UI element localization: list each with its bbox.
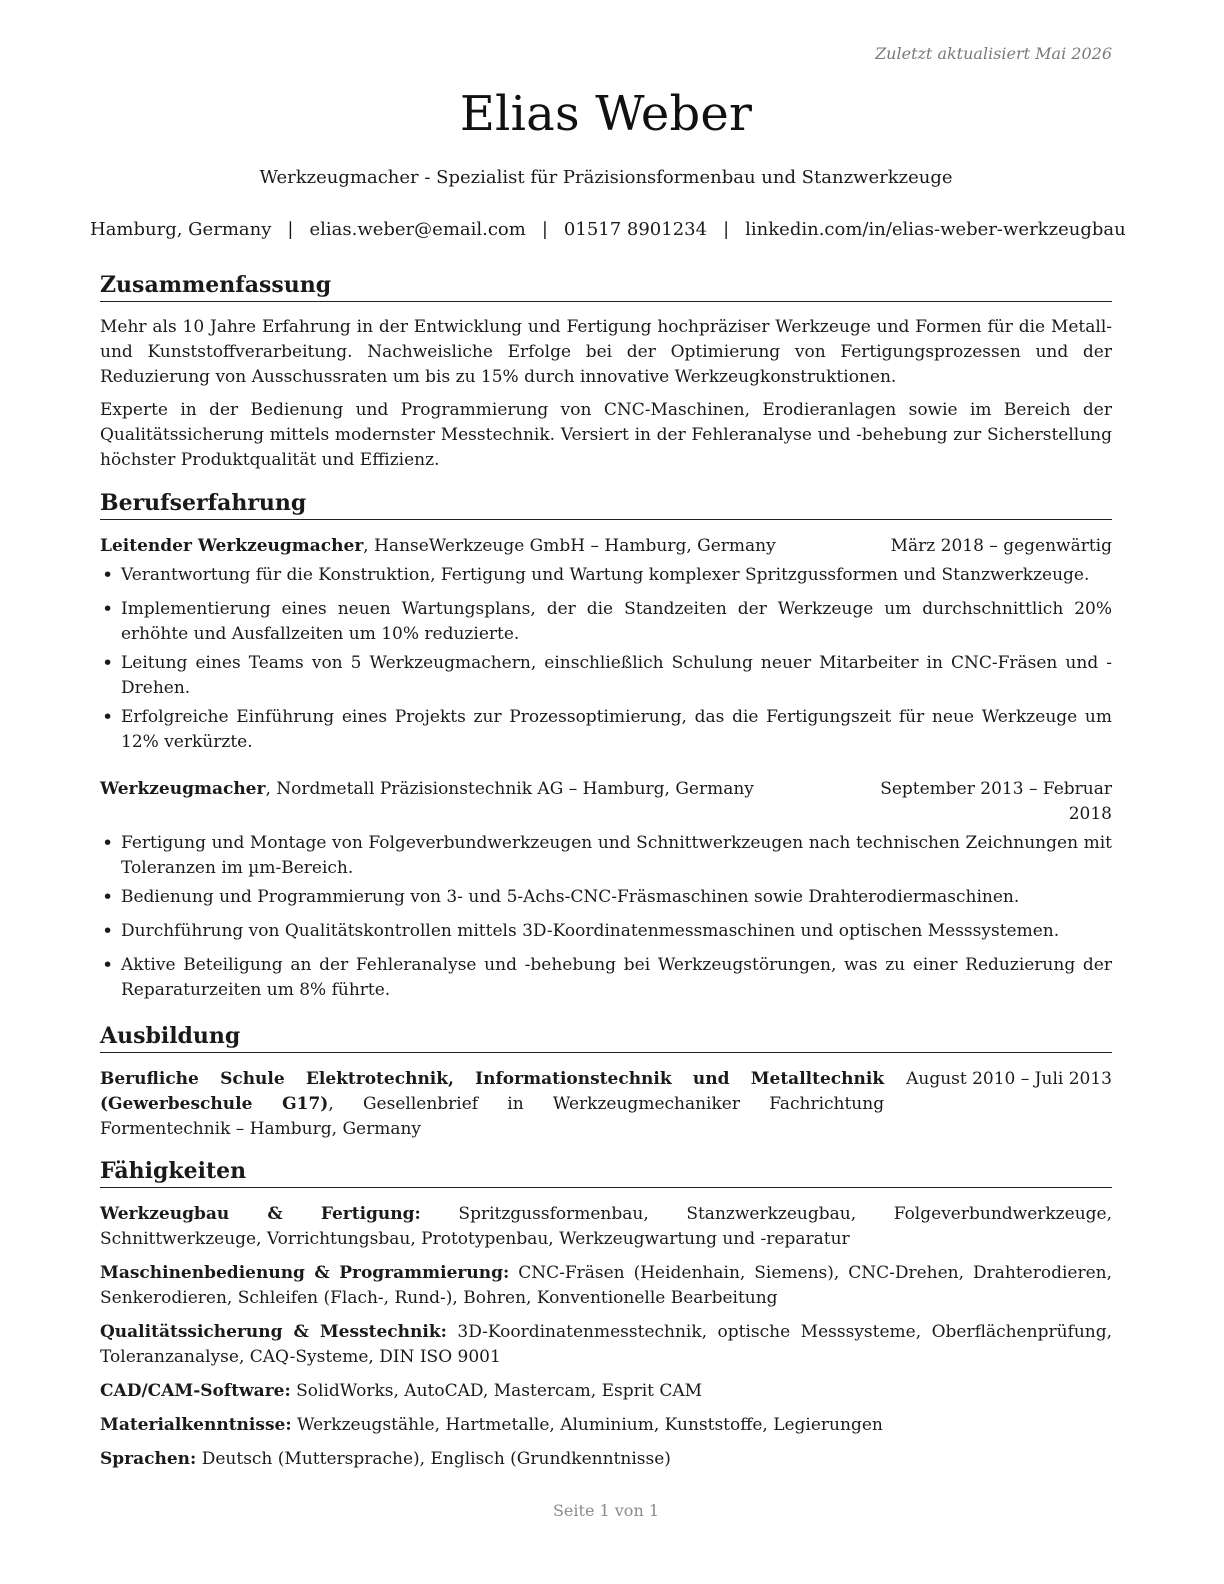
skill-value: SolidWorks, AutoCAD, Mastercam, Esprit CAM (296, 1381, 703, 1401)
candidate-headline: Werkzeugmacher - Spezialist für Präzisionsformenbau und Stanzwerkzeuge (259, 167, 953, 188)
contact-phone[interactable]: 01517 8901234 (563, 219, 708, 240)
education-school: Berufliche Schule Elektrotechnik, Informationstechnik und Metalltechnik (Gewerbeschule G17) (100, 1069, 885, 1114)
job-bullet: • Durchführung von Qualitätskontrollen mittels 3D-Koordinatenmessmaschinen und optischen Messsystemen. (100, 919, 1112, 944)
skill-label: Materialkenntnisse: (100, 1415, 292, 1435)
contact-separator: | (723, 219, 730, 240)
contact-separator: | (541, 219, 548, 240)
job-bullet: • Leitung eines Teams von 5 Werkzeugmachern, einschließlich Schulung neuer Mitarbeiter in CNC-Fräsen und -Drehen. (100, 651, 1112, 701)
skill-row (100, 1202, 1112, 1252)
job-bullets (100, 563, 1112, 755)
contact-email[interactable]: elias.weber@email.com (309, 219, 526, 240)
job-entry (100, 777, 1112, 1003)
job-bullet: • Erfolgreiche Einführung eines Projekts zur Prozessoptimierung, das die Fertigungszeit für neue Werkzeuge um 12% verkürzte. (100, 705, 1112, 755)
skill-label: Sprachen: (100, 1449, 197, 1469)
experience-section (100, 488, 1112, 1003)
skill-value: Werkzeugstähle, Hartmetalle, Aluminium, Kunststoffe, Legierungen (297, 1415, 883, 1435)
skill-value: CNC-Fräsen (Heidenhain, Siemens), CNC-Drehen, Drahterodieren, Senkerodieren, Schleifen (Flach-, Rund-), Bohren, Konventionelle Bearbeitung (100, 1263, 1113, 1308)
skill-label: CAD/CAM-Software: (100, 1381, 291, 1401)
job-role: Leitender Werkzeugmacher (100, 536, 364, 556)
skills-list (100, 1202, 1112, 1472)
education-entry (100, 1067, 1112, 1142)
candidate-name: Elias Weber (459, 86, 753, 142)
skill-value: Spritzgussformenbau, Stanzwerkzeugbau, Folgeverbundwerkzeuge, Schnittwerkzeuge, Vorrichtungsbau, Prototypenbau, Werkzeugwartung und -reparatur (100, 1204, 1112, 1249)
job-entry (100, 534, 1112, 755)
job-dates-end: 2018 (1068, 804, 1112, 824)
job-header (100, 534, 1112, 559)
contact-line (90, 219, 1126, 240)
section-title: Berufserfahrung (100, 488, 1112, 520)
job-bullet: • Fertigung und Montage von Folgeverbundwerkzeugen und Schnittwerkzeugen nach technischen Zeichnungen mit Toleranzen im µm-Bereich. (100, 831, 1112, 881)
contact-linkedin[interactable]: linkedin.com/in/elias-weber-werkzeugbau (745, 219, 1126, 240)
summary-paragraph: Mehr als 10 Jahre Erfahrung in der Entwicklung und Fertigung hochpräziser Werkzeuge und Formen für die Metall- und Kunststoffverarbeitung. Nachweisliche Erfolge bei der Optimierung von Fertigungsprozessen und der Reduzierung von Ausschussraten um bis zu 15% durch innovative Werkzeugkonstruktionen. (100, 317, 1112, 387)
skills-section (100, 1156, 1112, 1472)
job-dates (880, 777, 1112, 827)
section-title: Fähigkeiten (100, 1156, 1112, 1188)
skill-row (100, 1261, 1112, 1311)
skill-label: Werkzeugbau & Fertigung: (100, 1204, 421, 1224)
job-bullet: • Bedienung und Programmierung von 3- und 5-Achs-CNC-Fräsmaschinen sowie Drahterodiermaschinen. (100, 885, 1112, 910)
job-bullet: • Aktive Beteiligung an der Fehleranalyse und -behebung bei Werkzeugstörungen, was zu einer Reduzierung der Reparaturzeiten um 8% führte. (100, 953, 1112, 1003)
contact-separator: | (287, 219, 294, 240)
skill-value: 3D-Koordinatenmesstechnik, optische Messsysteme, Oberflächenprüfung, Toleranzanalyse, CAQ-Systeme, DIN ISO 9001 (100, 1322, 1112, 1367)
skill-row (100, 1320, 1112, 1370)
skill-label: Qualitätssicherung & Messtechnik: (100, 1322, 447, 1342)
job-header (100, 777, 1112, 827)
education-section (100, 1021, 1112, 1142)
summary-paragraph: Experte in der Bedienung und Programmierung von CNC-Maschinen, Erodieranlagen sowie im Bereich der Qualitätssicherung mittels modernster Messtechnik. Versiert in der Fehleranalyse und -behebung zur Sicherstellung höchster Produktqualität und Effizienz. (100, 400, 1112, 470)
job-company: , Nordmetall Präzisionstechnik AG – Hamburg, Germany (265, 779, 754, 799)
page-number: Seite 1 von 1 (552, 1501, 660, 1520)
last-updated: Zuletzt aktualisiert Mai 2026 (875, 44, 1112, 63)
education-dates: August 2010 – Juli 2013 (906, 1069, 1112, 1089)
skill-row (100, 1447, 1112, 1472)
job-dates: März 2018 – gegenwärtig (890, 536, 1112, 556)
job-bullets (100, 831, 1112, 1003)
summary-section (100, 270, 1112, 473)
education-details: , Gesellenbrief in Werkzeugmechaniker Fachrichtung Formentechnik – Hamburg, Germany (100, 1094, 885, 1139)
skill-value: Deutsch (Muttersprache), Englisch (Grundkenntnisse) (201, 1449, 671, 1469)
resume-page (90, 0, 1126, 1584)
contact-location: Hamburg, Germany (90, 219, 272, 240)
skill-label: Maschinenbedienung & Programmierung: (100, 1263, 510, 1283)
job-dates-start: September 2013 – Februar (880, 779, 1112, 799)
section-title: Ausbildung (100, 1021, 1112, 1053)
skill-row (100, 1379, 1112, 1404)
job-company: , HanseWerkzeuge GmbH – Hamburg, Germany (363, 536, 776, 556)
job-role: Werkzeugmacher (100, 779, 266, 799)
skill-row (100, 1413, 1112, 1438)
job-bullet: • Implementierung eines neuen Wartungsplans, der die Standzeiten der Werkzeuge um durchschnittlich 20% erhöhte und Ausfallzeiten um 10% reduzierte. (100, 597, 1112, 647)
section-title: Zusammenfassung (100, 270, 1112, 302)
job-bullet: • Verantwortung für die Konstruktion, Fertigung und Wartung komplexer Spritzgussformen und Stanzwerkzeuge. (100, 563, 1112, 588)
